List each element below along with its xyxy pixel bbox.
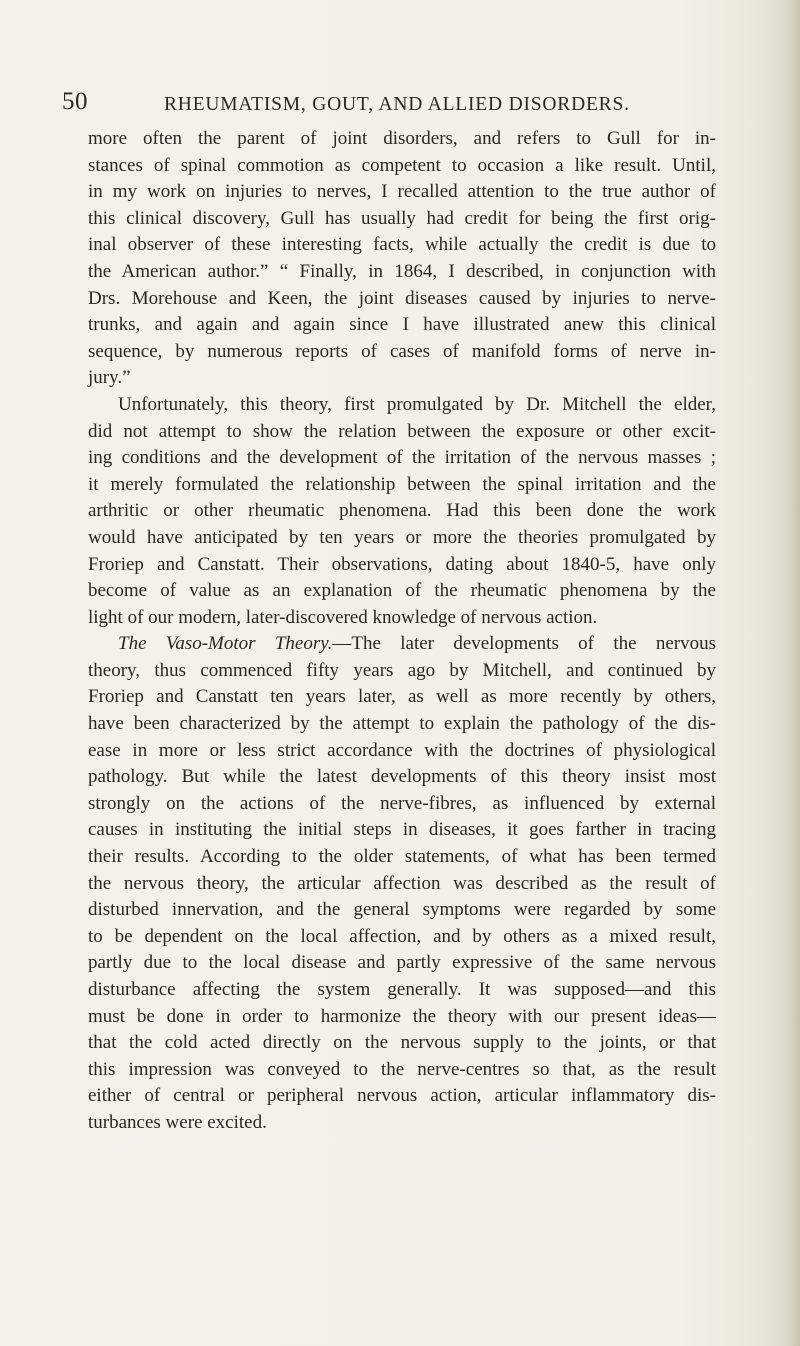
text-line: causes in instituting the initial steps in diseases, it goes farther in tracing	[88, 819, 716, 841]
text-line: Froriep and Canstatt ten years later, as well as more recently by others,	[88, 686, 716, 708]
text-line: light of our modern, later-discovered knowledge of nervous action.	[88, 606, 598, 628]
text-line: sequence, by numerous reports of cases of manifold forms of nerve in-	[88, 340, 716, 362]
text-line: this clinical discovery, Gull has usually had credit for being the first orig-	[88, 207, 716, 229]
text-line: arthritic or other rheumatic phenomena. Had this been done the work	[88, 500, 716, 522]
text-fragment: —The later developments of the nervous	[332, 633, 716, 655]
text-line: turbances were excited.	[88, 1111, 267, 1133]
text-line: more often the parent of joint disorders, and refers to Gull for in-	[88, 128, 716, 149]
section-heading: The Vaso-Motor Theory.	[118, 633, 333, 655]
text-line: in my work on injuries to nerves, I recalled attention to the true author of	[88, 181, 716, 203]
text-line: to be dependent on the local affection, and by others as a mixed result,	[88, 925, 716, 947]
text-line: become of value as an explanation of the rheumatic phenomena by the	[88, 580, 716, 602]
text-line: this impression was conveyed to the nerve-centres so that, as the result	[88, 1058, 716, 1080]
text-line: ease in more or less strict accordance with the doctrines of physiological	[88, 739, 716, 761]
text-line: stances of spinal commotion as competent to occasion a like result. Until,	[88, 154, 716, 176]
text-line: it merely formulated the relationship between the spinal irritation and the	[88, 473, 716, 495]
text-line: inal observer of these interesting facts, while actually the credit is due to	[88, 234, 716, 256]
text-line: that the cold acted directly on the nervous supply to the joints, or that	[88, 1032, 716, 1054]
text-line: disturbed innervation, and the general symptoms were regarded by some	[88, 899, 716, 921]
text-line: ing conditions and the development of the irritation of the nervous masses ;	[88, 447, 716, 469]
page-edge-shadow	[786, 0, 800, 1346]
text-line: did not attempt to show the relation between the exposure or other excit-	[88, 420, 716, 442]
text-line: pathology. But while the latest developments of this theory insist most	[88, 766, 716, 788]
text-line: Froriep and Canstatt. Their observations, dating about 1840-5, have only	[88, 553, 716, 575]
text-line: theory, thus commenced fifty years ago by Mitchell, and continued by	[88, 659, 716, 681]
text-line: the American author.” “ Finally, in 1864, I described, in conjunction with	[88, 260, 716, 282]
text-line: must be done in order to harmonize the theory with our present ideas—	[88, 1005, 716, 1027]
text-line: partly due to the local disease and partly expressive of the same nervous	[88, 952, 716, 974]
section-heading-line	[88, 631, 716, 658]
text-line: disturbance affecting the system generally. It was supposed—and this	[88, 979, 716, 1000]
page-number: 50	[62, 88, 88, 115]
text-line: Unfortunately, this theory, first promulgated by Dr. Mitchell the elder,	[118, 393, 716, 415]
text-line: Drs. Morehouse and Keen, the joint diseases caused by injuries to nerve-	[88, 287, 716, 309]
body-text	[88, 126, 716, 1137]
running-title: RHEUMATISM, GOUT, AND ALLIED DISORDERS.	[164, 94, 630, 115]
text-line: jury.”	[88, 367, 131, 389]
page-header	[62, 88, 702, 122]
text-line: trunks, and again and again since I have illustrated anew this clinical	[88, 314, 716, 336]
text-line: the nervous theory, the articular affection was described as the result of	[88, 872, 716, 894]
text-line: either of central or peripheral nervous action, articular inflammatory dis-	[88, 1085, 716, 1107]
text-line: their results. According to the older statements, of what has been termed	[88, 846, 716, 868]
text-line: strongly on the actions of the nerve-fibres, as influenced by external	[88, 792, 716, 814]
text-line: would have anticipated by ten years or more the theories promulgated by	[88, 526, 716, 548]
text-line: have been characterized by the attempt to explain the pathology of the dis-	[88, 713, 716, 735]
